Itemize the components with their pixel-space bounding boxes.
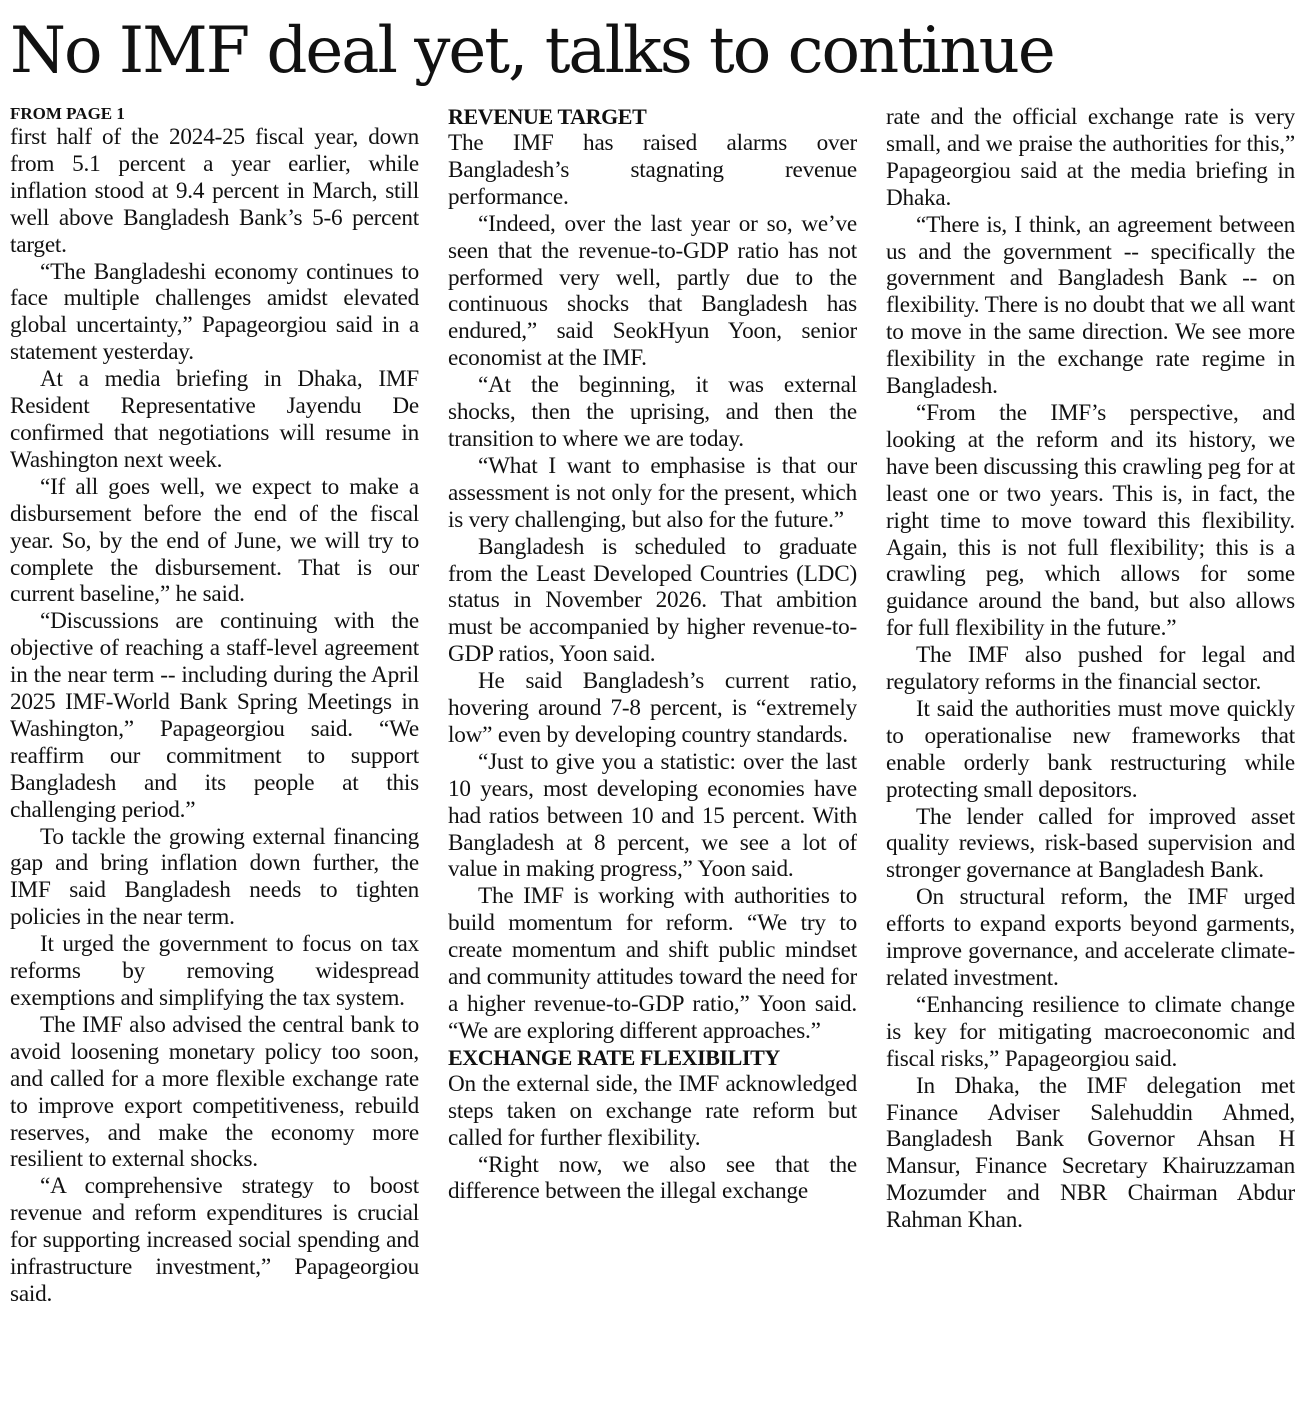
paragraph: The lender called for improved asset quality reviews, risk-based supervision and stronger governance at Bangladesh Bank. xyxy=(886,803,1295,884)
paragraph: rate and the official exchange rate is very small, and we praise the authorities for this,” Papageorgiou said at the media briefing in Dhaka. xyxy=(886,104,1295,211)
article-column-3 xyxy=(886,104,1295,1399)
paragraph: Bangladesh is scheduled to graduate from the Least Developed Countries (LDC) status in November 2026. That ambition must be accompanied by higher revenue-to-GDP ratios, Yoon said. xyxy=(448,533,857,668)
paragraph: “A comprehensive strategy to boost revenue and reform expenditures is crucial for supporting increased social spending and infrastructure investment,” Papageorgiou said. xyxy=(10,1173,419,1307)
paragraph: first half of the 2024-25 fiscal year, down from 5.1 percent a year earlier, while inflation stood at 9.4 percent in March, still well above Bangladesh Bank’s 5-6 percent target. xyxy=(10,124,419,258)
paragraph: “The Bangladeshi economy continues to face multiple challenges amidst elevated global uncertainty,” Papageorgiou said in a statement yesterday. xyxy=(10,258,419,366)
paragraph: “There is, I think, an agreement between us and the government -- specifically the government and Bangladesh Bank -- on flexibility. There is no doubt that we all want to move in the same direction. We see more flexibility in the exchange rate regime in Bangladesh. xyxy=(886,211,1295,400)
paragraph: “Indeed, over the last year or so, we’ve seen that the revenue-to-GDP ratio has not performed very well, partly due to the continuous shocks that Bangladesh has endured,” said SeokHyun Yoon, senior economist at the IMF. xyxy=(448,210,857,372)
paragraph: “If all goes well, we expect to make a disbursement before the end of the fiscal year. So, by the end of June, we will try to complete the disbursement. That is our current baseline,” he said. xyxy=(10,473,419,608)
subhead-revenue-target: REVENUE TARGET xyxy=(448,104,647,129)
paragraph: On structural reform, the IMF urged efforts to expand exports beyond garments, improve governance, and accelerate climate-related investment. xyxy=(886,884,1295,991)
article-column-2 xyxy=(448,104,857,1399)
subhead-exchange-rate-flexibility: EXCHANGE RATE FLEXIBILITY xyxy=(448,1044,780,1070)
paragraph: He said Bangladesh’s current ratio, hovering around 7-8 percent, is “extremely low” even by developing country standards. xyxy=(448,668,857,748)
paragraph: The IMF also pushed for legal and regulatory reforms in the financial sector. xyxy=(886,642,1295,696)
paragraph: The IMF also advised the central bank to avoid loosening monetary policy too soon, and called for a more flexible exchange rate to improve export competitiveness, rebuild reserves, and make the economy more resilient to external shocks. xyxy=(10,1011,419,1173)
paragraph: “What I want to emphasise is that our assessment is not only for the present, which is very challenging, but also for the future.” xyxy=(448,452,857,533)
paragraph: “Just to give you a statistic: over the last 10 years, most developing economies have had ratios between 10 and 15 percent. With Bangladesh at 8 percent, we see a lot of value in making progress,” Yoon said. xyxy=(448,748,857,883)
paragraph: “Enhancing resilience to climate change is key for mitigating macroeconomic and fiscal risks,” Papageorgiou said. xyxy=(886,991,1295,1072)
paragraph: At a media briefing in Dhaka, IMF Resident Representative Jayendu De confirmed that negotiations will resume in Washington next week. xyxy=(10,366,419,473)
paragraph: To tackle the growing external financing gap and bring inflation down further, the IMF said Bangladesh needs to tighten policies in the near term. xyxy=(10,823,419,931)
paragraph: The IMF has raised alarms over Bangladesh’s stagnating revenue performance. xyxy=(448,130,857,210)
paragraph: It said the authorities must move quickly to operationalise new frameworks that enable orderly bank restructuring while protecting small depositors. xyxy=(886,695,1295,803)
paragraph: “From the IMF’s perspective, and looking at the reform and its history, we have been discussing this crawling peg for at least one or two years. This is, in fact, the right time to move toward this flexibility. Again, this is not full flexibility; this is a crawling peg, which allows for some guidance around the band, but also allows for full flexibility in the future.” xyxy=(886,399,1295,642)
paragraph: “Discussions are continuing with the objective of reaching a staff-level agreement in the near term -- including during the April 2025 IMF-World Bank Spring Meetings in Washington,” Papageorgiou said. “We reaffirm our commitment to support Bangladesh and its people at this challenging period.” xyxy=(10,608,419,823)
headline: No IMF deal yet, talks to continue xyxy=(10,14,1054,88)
article-column-1 xyxy=(10,104,419,1399)
jump-label: FROM PAGE 1 xyxy=(10,104,125,123)
paragraph: On the external side, the IMF acknowledged steps taken on exchange rate reform but called for further flexibility. xyxy=(448,1070,857,1151)
paragraph: “Right now, we also see that the difference between the illegal exchange xyxy=(448,1151,857,1205)
paragraph: “At the beginning, it was external shocks, then the uprising, and then the transition to where we are today. xyxy=(448,372,857,452)
paragraph: It urged the government to focus on tax reforms by removing widespread exemptions and simplifying the tax system. xyxy=(10,931,419,1011)
paragraph: The IMF is working with authorities to build momentum for reform. “We try to create momentum and shift public mindset and community attitudes toward the need for a higher revenue-to-GDP ratio,” Yoon said. “We are exploring different approaches.” xyxy=(448,883,857,1044)
paragraph: In Dhaka, the IMF delegation met Finance Adviser Salehuddin Ahmed, Bangladesh Bank Governor Ahsan H Mansur, Finance Secretary Khairuzzaman Mozumder and NBR Chairman Abdur Rahman Khan. xyxy=(886,1072,1295,1234)
